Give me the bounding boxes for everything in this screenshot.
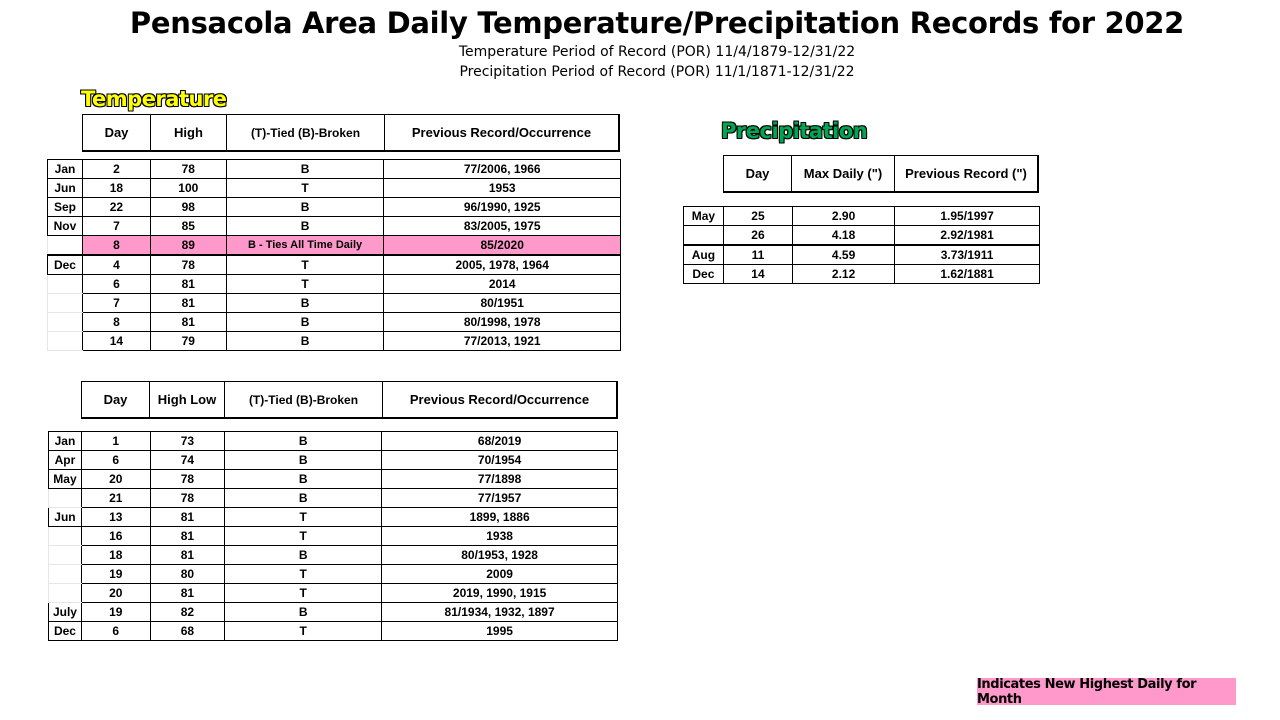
row-month: Jan [49,432,82,451]
table-row [48,255,621,275]
header-day: Day [724,156,792,193]
row-day: 11 [723,245,792,265]
row-day: 6 [81,451,150,470]
row-month [49,527,82,546]
header-day: Day [83,115,151,152]
row-previous: 81/1934, 1932, 1897 [382,603,618,622]
row-month: Jun [48,179,83,198]
row-value: 81 [150,584,225,603]
precipitation-section-title: Precipitation [721,119,868,143]
row-status: B [225,546,382,565]
row-month [48,313,83,332]
row-day: 2 [82,160,150,179]
row-month: Apr [49,451,82,470]
legend-new-highest: Indicates New Highest Daily for Month [977,678,1236,705]
table-row [48,179,621,198]
header-day: Day [82,382,150,419]
row-month: Aug [684,245,724,265]
row-value: 4.59 [793,245,895,265]
row-status: T [226,179,384,198]
table-row [48,236,621,256]
table-row [49,584,618,603]
row-value: 89 [150,236,226,256]
precip-header [723,155,1039,193]
row-day: 14 [82,332,150,351]
row-value: 79 [150,332,226,351]
row-day: 13 [81,508,150,527]
high-low-header [81,381,618,419]
row-day: 6 [81,622,150,641]
row-day: 18 [81,546,150,565]
table-row [48,294,621,313]
row-status: T [226,275,384,294]
header-previous-record: Previous Record (") [895,156,1039,193]
row-month: Sep [48,198,83,217]
row-previous: 80/1998, 1978 [384,313,621,332]
row-status: B - Ties All Time Daily [226,236,384,256]
row-month: Nov [48,217,83,236]
row-value: 81 [150,313,226,332]
table-row [49,470,618,489]
high-low-table [48,431,618,641]
row-previous: 77/1898 [382,470,618,489]
row-value: 100 [150,179,226,198]
row-value: 85 [150,217,226,236]
row-month: Jun [49,508,82,527]
row-status: T [225,565,382,584]
row-status: T [226,255,384,275]
row-status: B [226,160,384,179]
row-month [49,584,82,603]
temperature-section-title: Temperature [81,87,227,111]
row-month: Dec [49,622,82,641]
precip-table [683,206,1040,284]
row-previous: 85/2020 [384,236,621,256]
row-previous: 83/2005, 1975 [384,217,621,236]
row-day: 1 [81,432,150,451]
row-day: 16 [81,527,150,546]
table-row [48,198,621,217]
row-previous: 2009 [382,565,618,584]
row-previous: 80/1951 [384,294,621,313]
row-day: 8 [82,313,150,332]
precipitation-por-subtitle: Precipitation Period of Record (POR) 11/1/1871-12/31/22 [459,64,855,80]
high-temp-table [47,159,621,351]
row-status: T [225,584,382,603]
table-row [49,527,618,546]
table-row [49,451,618,470]
row-month [48,275,83,294]
row-value: 2.12 [793,265,895,284]
row-previous: 2019, 1990, 1915 [382,584,618,603]
table-row [49,603,618,622]
table-row [48,332,621,351]
row-month [49,489,82,508]
row-day: 20 [81,584,150,603]
header-tied-broken: (T)-Tied (B)-Broken [225,382,383,419]
row-status: B [226,313,384,332]
header-high: High [151,115,227,152]
row-status: T [225,527,382,546]
row-previous: 2005, 1978, 1964 [384,255,621,275]
row-status: T [225,622,382,641]
row-month [48,332,83,351]
row-value: 80 [150,565,225,584]
high-temp-header [82,114,620,152]
table-row [49,432,618,451]
row-previous: 1899, 1886 [382,508,618,527]
header-high-low: High Low [150,382,225,419]
table-row [49,508,618,527]
row-day: 26 [723,226,792,246]
table-row [684,226,1040,246]
table-row [49,489,618,508]
row-value: 74 [150,451,225,470]
row-month [48,236,83,256]
row-previous: 68/2019 [382,432,618,451]
temperature-por-subtitle: Temperature Period of Record (POR) 11/4/1879-12/31/22 [458,44,856,60]
row-value: 81 [150,294,226,313]
table-row [48,313,621,332]
row-month: May [49,470,82,489]
row-day: 20 [81,470,150,489]
row-value: 4.18 [793,226,895,246]
row-day: 14 [723,265,792,284]
row-day: 19 [81,603,150,622]
table-row [684,265,1040,284]
header-max-daily: Max Daily (") [792,156,895,193]
row-value: 78 [150,470,225,489]
row-status: B [225,470,382,489]
row-value: 78 [150,489,225,508]
row-value: 81 [150,275,226,294]
row-day: 25 [723,207,792,226]
row-day: 19 [81,565,150,584]
row-status: B [225,489,382,508]
row-previous: 1.62/1881 [895,265,1040,284]
row-value: 81 [150,546,225,565]
row-value: 81 [150,527,225,546]
row-previous: 1938 [382,527,618,546]
row-month: Jan [48,160,83,179]
row-status: B [225,432,382,451]
row-previous: 96/1990, 1925 [384,198,621,217]
row-status: T [225,508,382,527]
row-month: May [684,207,724,226]
table-row [684,245,1040,265]
table-row [684,207,1040,226]
row-value: 78 [150,160,226,179]
row-previous: 77/2006, 1966 [384,160,621,179]
row-status: B [226,332,384,351]
table-row [49,546,618,565]
page-title: Pensacola Area Daily Temperature/Precipitation Records for 2022 [129,6,1185,40]
row-day: 7 [82,294,150,313]
row-value: 82 [150,603,225,622]
row-month [49,565,82,584]
row-value: 78 [150,255,226,275]
row-month [684,226,724,246]
row-day: 7 [82,217,150,236]
header-tied-broken: (T)-Tied (B)-Broken [227,115,385,152]
row-status: B [226,198,384,217]
row-status: B [226,294,384,313]
row-previous: 1995 [382,622,618,641]
row-month [48,294,83,313]
row-previous: 80/1953, 1928 [382,546,618,565]
row-previous: 3.73/1911 [895,245,1040,265]
row-value: 98 [150,198,226,217]
row-month: July [49,603,82,622]
row-day: 4 [82,255,150,275]
row-previous: 1.95/1997 [895,207,1040,226]
row-status: B [226,217,384,236]
row-day: 21 [81,489,150,508]
table-row [48,217,621,236]
row-value: 73 [150,432,225,451]
table-row [48,275,621,294]
table-row [49,622,618,641]
header-previous-record: Previous Record/Occurrence [383,382,618,419]
row-value: 68 [150,622,225,641]
row-day: 18 [82,179,150,198]
table-row [49,565,618,584]
row-value: 2.90 [793,207,895,226]
row-previous: 2.92/1981 [895,226,1040,246]
row-previous: 77/2013, 1921 [384,332,621,351]
row-month: Dec [48,255,83,275]
row-previous: 1953 [384,179,621,198]
row-day: 22 [82,198,150,217]
row-month: Dec [684,265,724,284]
row-status: B [225,451,382,470]
row-previous: 2014 [384,275,621,294]
table-row [48,160,621,179]
row-value: 81 [150,508,225,527]
row-previous: 77/1957 [382,489,618,508]
row-day: 8 [82,236,150,256]
header-previous-record: Previous Record/Occurrence [385,115,620,152]
row-status: B [225,603,382,622]
row-previous: 70/1954 [382,451,618,470]
row-month [49,546,82,565]
row-day: 6 [82,275,150,294]
